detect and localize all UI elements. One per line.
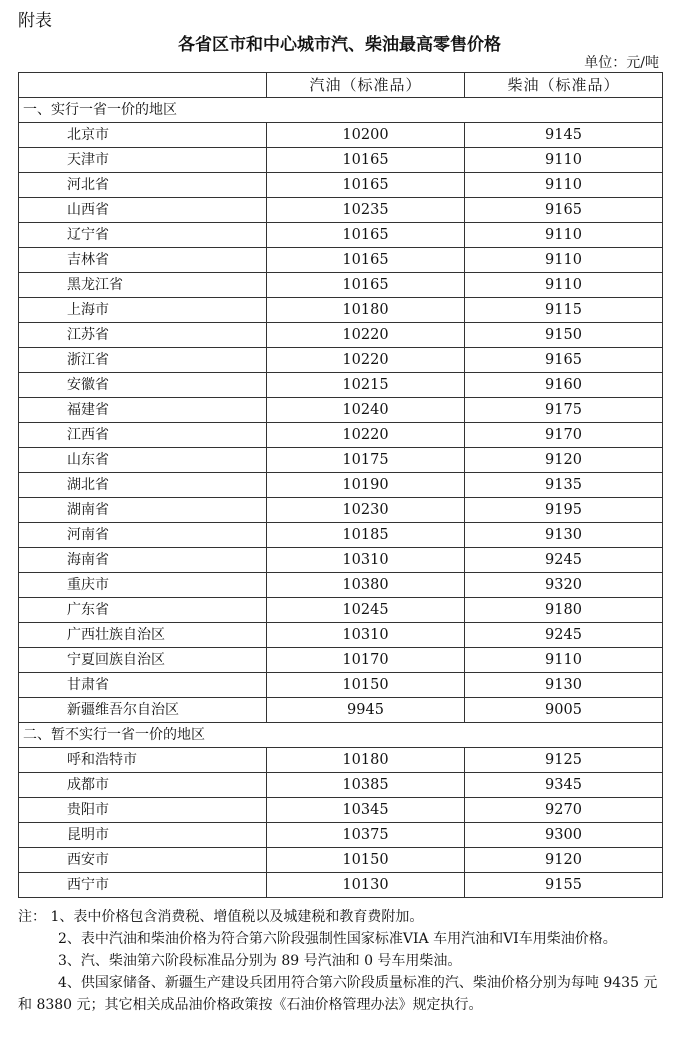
note-2: 2、表中汽油和柴油价格为符合第六阶段强制性国家标准VIA 车用汽油和VI车用柴油价格。 [58, 931, 617, 947]
section-row [19, 98, 663, 123]
region-name-cell: 安徽省 [19, 373, 267, 398]
gasoline-price-cell: 10310 [267, 623, 465, 648]
gasoline-price-cell: 10150 [267, 673, 465, 698]
region-name-cell: 黑龙江省 [19, 273, 267, 298]
gasoline-price-cell: 10235 [267, 198, 465, 223]
region-name-cell: 广东省 [19, 598, 267, 623]
table-row [19, 373, 663, 398]
diesel-price-cell: 9345 [465, 773, 663, 798]
gasoline-price-cell: 10165 [267, 148, 465, 173]
diesel-price-cell: 9110 [465, 148, 663, 173]
page-title: 各省区市和中心城市汽、柴油最高零售价格 [178, 35, 501, 55]
region-name-cell: 山西省 [19, 198, 267, 223]
gasoline-price-cell: 10180 [267, 748, 465, 773]
region-name-cell: 昆明市 [19, 823, 267, 848]
table-row [19, 623, 663, 648]
gasoline-price-cell: 10185 [267, 523, 465, 548]
table-row [19, 398, 663, 423]
diesel-price-cell: 9115 [465, 298, 663, 323]
table-row [19, 873, 663, 898]
region-name-cell: 贵阳市 [19, 798, 267, 823]
diesel-price-cell: 9120 [465, 448, 663, 473]
gasoline-price-cell: 10220 [267, 423, 465, 448]
diesel-price-cell: 9270 [465, 798, 663, 823]
diesel-price-cell: 9300 [465, 823, 663, 848]
region-name-cell: 西安市 [19, 848, 267, 873]
region-name-cell: 吉林省 [19, 248, 267, 273]
gasoline-price-cell: 10175 [267, 448, 465, 473]
table-row [19, 523, 663, 548]
diesel-price-cell: 9110 [465, 648, 663, 673]
price-table-body [19, 73, 663, 898]
diesel-price-cell: 9160 [465, 373, 663, 398]
diesel-price-cell: 9170 [465, 423, 663, 448]
table-row [19, 498, 663, 523]
diesel-price-cell: 9130 [465, 673, 663, 698]
region-name-cell: 宁夏回族自治区 [19, 648, 267, 673]
gasoline-price-cell: 10165 [267, 273, 465, 298]
diesel-price-cell: 9125 [465, 748, 663, 773]
table-row [19, 148, 663, 173]
attachment-label: 附表 [18, 11, 52, 31]
gasoline-price-cell: 10230 [267, 498, 465, 523]
note-4: 4、供国家储备、新疆生产建设兵团用符合第六阶段质量标准的汽、柴油价格分别为每吨 9435 元和 8380 元；其它相关成品油价格政策按《石油价格管理办法》规定执行。 [18, 975, 658, 1013]
table-row [19, 473, 663, 498]
region-name-cell: 呼和浩特市 [19, 748, 267, 773]
diesel-price-cell: 9150 [465, 323, 663, 348]
region-name-cell: 江西省 [19, 423, 267, 448]
diesel-price-cell: 9245 [465, 548, 663, 573]
gasoline-price-cell: 9945 [267, 698, 465, 723]
table-row [19, 248, 663, 273]
diesel-price-cell: 9165 [465, 198, 663, 223]
region-name-cell: 辽宁省 [19, 223, 267, 248]
gasoline-price-cell: 10385 [267, 773, 465, 798]
region-name-cell: 新疆维吾尔自治区 [19, 698, 267, 723]
table-row [19, 673, 663, 698]
note-1: 注： 1、表中价格包含消费税、增值税以及城建税和教育费附加。 [18, 909, 424, 925]
table-row [19, 748, 663, 773]
gasoline-price-cell: 10200 [267, 123, 465, 148]
gasoline-price-cell: 10165 [267, 248, 465, 273]
gasoline-price-cell: 10215 [267, 373, 465, 398]
region-name-cell: 海南省 [19, 548, 267, 573]
diesel-price-cell: 9165 [465, 348, 663, 373]
header-cell-region [19, 73, 267, 98]
region-name-cell: 湖南省 [19, 498, 267, 523]
table-row [19, 773, 663, 798]
diesel-price-cell: 9180 [465, 598, 663, 623]
diesel-price-cell: 9110 [465, 273, 663, 298]
table-row [19, 648, 663, 673]
table-row [19, 698, 663, 723]
section-row [19, 723, 663, 748]
gasoline-price-cell: 10345 [267, 798, 465, 823]
gasoline-price-cell: 10165 [267, 223, 465, 248]
section-title: 一、实行一省一价的地区 [19, 98, 663, 123]
gasoline-price-cell: 10190 [267, 473, 465, 498]
diesel-price-cell: 9145 [465, 123, 663, 148]
region-name-cell: 浙江省 [19, 348, 267, 373]
diesel-price-cell: 9195 [465, 498, 663, 523]
region-name-cell: 河南省 [19, 523, 267, 548]
gasoline-price-cell: 10240 [267, 398, 465, 423]
table-row [19, 323, 663, 348]
price-table [18, 72, 663, 898]
gasoline-price-cell: 10220 [267, 323, 465, 348]
gasoline-price-cell: 10380 [267, 573, 465, 598]
diesel-price-cell: 9130 [465, 523, 663, 548]
header-cell-gasoline: 汽油（标准品） [267, 73, 465, 98]
table-row [19, 123, 663, 148]
region-name-cell: 西宁市 [19, 873, 267, 898]
diesel-price-cell: 9110 [465, 173, 663, 198]
gasoline-price-cell: 10130 [267, 873, 465, 898]
region-name-cell: 河北省 [19, 173, 267, 198]
diesel-price-cell: 9245 [465, 623, 663, 648]
gasoline-price-cell: 10170 [267, 648, 465, 673]
region-name-cell: 湖北省 [19, 473, 267, 498]
table-row [19, 298, 663, 323]
table-row [19, 598, 663, 623]
diesel-price-cell: 9175 [465, 398, 663, 423]
table-row [19, 848, 663, 873]
table-row [19, 198, 663, 223]
table-row [19, 223, 663, 248]
region-name-cell: 甘肃省 [19, 673, 267, 698]
region-name-cell: 天津市 [19, 148, 267, 173]
header-cell-diesel: 柴油（标准品） [465, 73, 663, 98]
gasoline-price-cell: 10180 [267, 298, 465, 323]
region-name-cell: 江苏省 [19, 323, 267, 348]
region-name-cell: 广西壮族自治区 [19, 623, 267, 648]
unit-label: 单位：元/吨 [584, 55, 659, 71]
gasoline-price-cell: 10150 [267, 848, 465, 873]
table-row [19, 548, 663, 573]
notes [18, 906, 666, 1016]
region-name-cell: 重庆市 [19, 573, 267, 598]
region-name-cell: 成都市 [19, 773, 267, 798]
table-row [19, 448, 663, 473]
table-row [19, 173, 663, 198]
diesel-price-cell: 9155 [465, 873, 663, 898]
region-name-cell: 福建省 [19, 398, 267, 423]
diesel-price-cell: 9005 [465, 698, 663, 723]
region-name-cell: 上海市 [19, 298, 267, 323]
diesel-price-cell: 9110 [465, 223, 663, 248]
table-row [19, 573, 663, 598]
gasoline-price-cell: 10165 [267, 173, 465, 198]
table-row [19, 273, 663, 298]
table-row [19, 348, 663, 373]
region-name-cell: 山东省 [19, 448, 267, 473]
gasoline-price-cell: 10375 [267, 823, 465, 848]
diesel-price-cell: 9320 [465, 573, 663, 598]
diesel-price-cell: 9135 [465, 473, 663, 498]
note-3: 3、汽、柴油第六阶段标准品分别为 89 号汽油和 0 号车用柴油。 [58, 953, 462, 969]
gasoline-price-cell: 10310 [267, 548, 465, 573]
region-name-cell: 北京市 [19, 123, 267, 148]
gasoline-price-cell: 10245 [267, 598, 465, 623]
table-row [19, 823, 663, 848]
table-header-row [19, 73, 663, 98]
section-title: 二、暂不实行一省一价的地区 [19, 723, 663, 748]
table-row [19, 423, 663, 448]
table-row [19, 798, 663, 823]
diesel-price-cell: 9120 [465, 848, 663, 873]
diesel-price-cell: 9110 [465, 248, 663, 273]
gasoline-price-cell: 10220 [267, 348, 465, 373]
